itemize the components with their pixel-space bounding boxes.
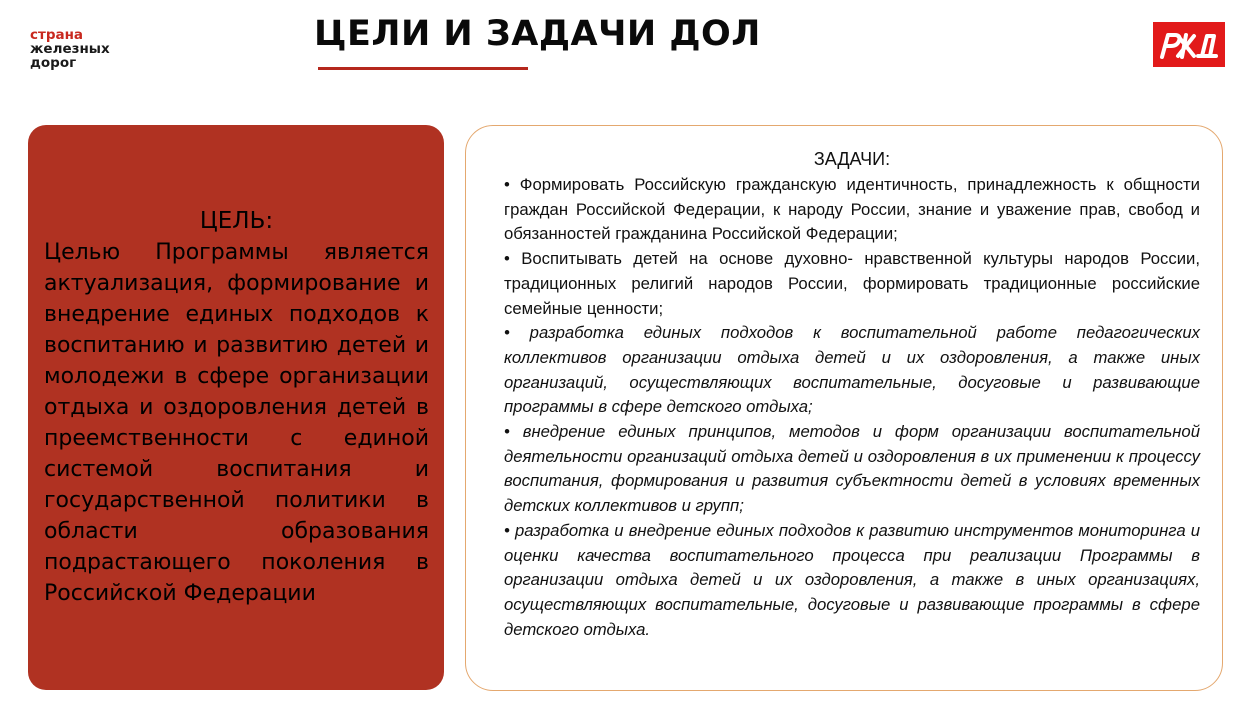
tasks-heading: ЗАДАЧИ: [813, 149, 891, 169]
tasks-panel [465, 125, 1223, 691]
task-item: • разработка единых подходов к воспитательной работе педагогических коллективов организации отдыха детей и их оздоровления, а также иных организаций, осуществляющих воспитательные, досуговые и развивающие программы в сфере детского отдыха; [504, 323, 1200, 417]
brand-line-1: страна [30, 27, 84, 43]
brand-line-3: дорог [30, 55, 77, 71]
goal-heading: ЦЕЛЬ: [199, 208, 274, 234]
goal-text: Целью Программы является актуализация, формирование и внедрение единых подходов к воспитанию и развитию детей и молодежи в сфере организации отдыха и оздоровления детей в преемственности с единой системой воспитания и государственной политики в области образования подрастающего поколения в Российской Федерации [44, 240, 429, 606]
task-item: • Формировать Российскую гражданскую идентичность, принадлежность к общности граждан Российской Федерации, к народу России, знание и уважение прав, свобод и обязанностей гражданина Российской Федерации; [504, 175, 1200, 244]
goal-panel [28, 125, 444, 690]
page-title: ЦЕЛИ И ЗАДАЧИ ДОЛ [314, 14, 761, 54]
task-item: • внедрение единых принципов, методов и форм организации воспитательной деятельности организаций отдыха детей и оздоровления в их применении к процессу воспитания, формирования и развития субъектности детей в условиях временных детских коллективов и групп; [504, 422, 1200, 516]
brand-line-2: железных [30, 41, 110, 57]
task-item: • Воспитывать детей на основе духовно- нравственной культуры народов России, традиционных религий народов России, формировать традиционные российские семейные ценности; [504, 249, 1200, 318]
brand-logo [30, 28, 110, 70]
rzd-logo-mark [1158, 30, 1220, 60]
title-underline [318, 67, 528, 70]
task-item: • разработка и внедрение единых подходов к развитию инструментов мониторинга и оценки качества воспитательного процесса при реализации Программы в организации отдыха детей и их оздоровления, а также в иных организациях, осуществляющих воспитательные, досуговые и развивающие программы в сфере детского отдыха. [504, 520, 1200, 639]
rzd-logo-icon [1153, 22, 1225, 67]
